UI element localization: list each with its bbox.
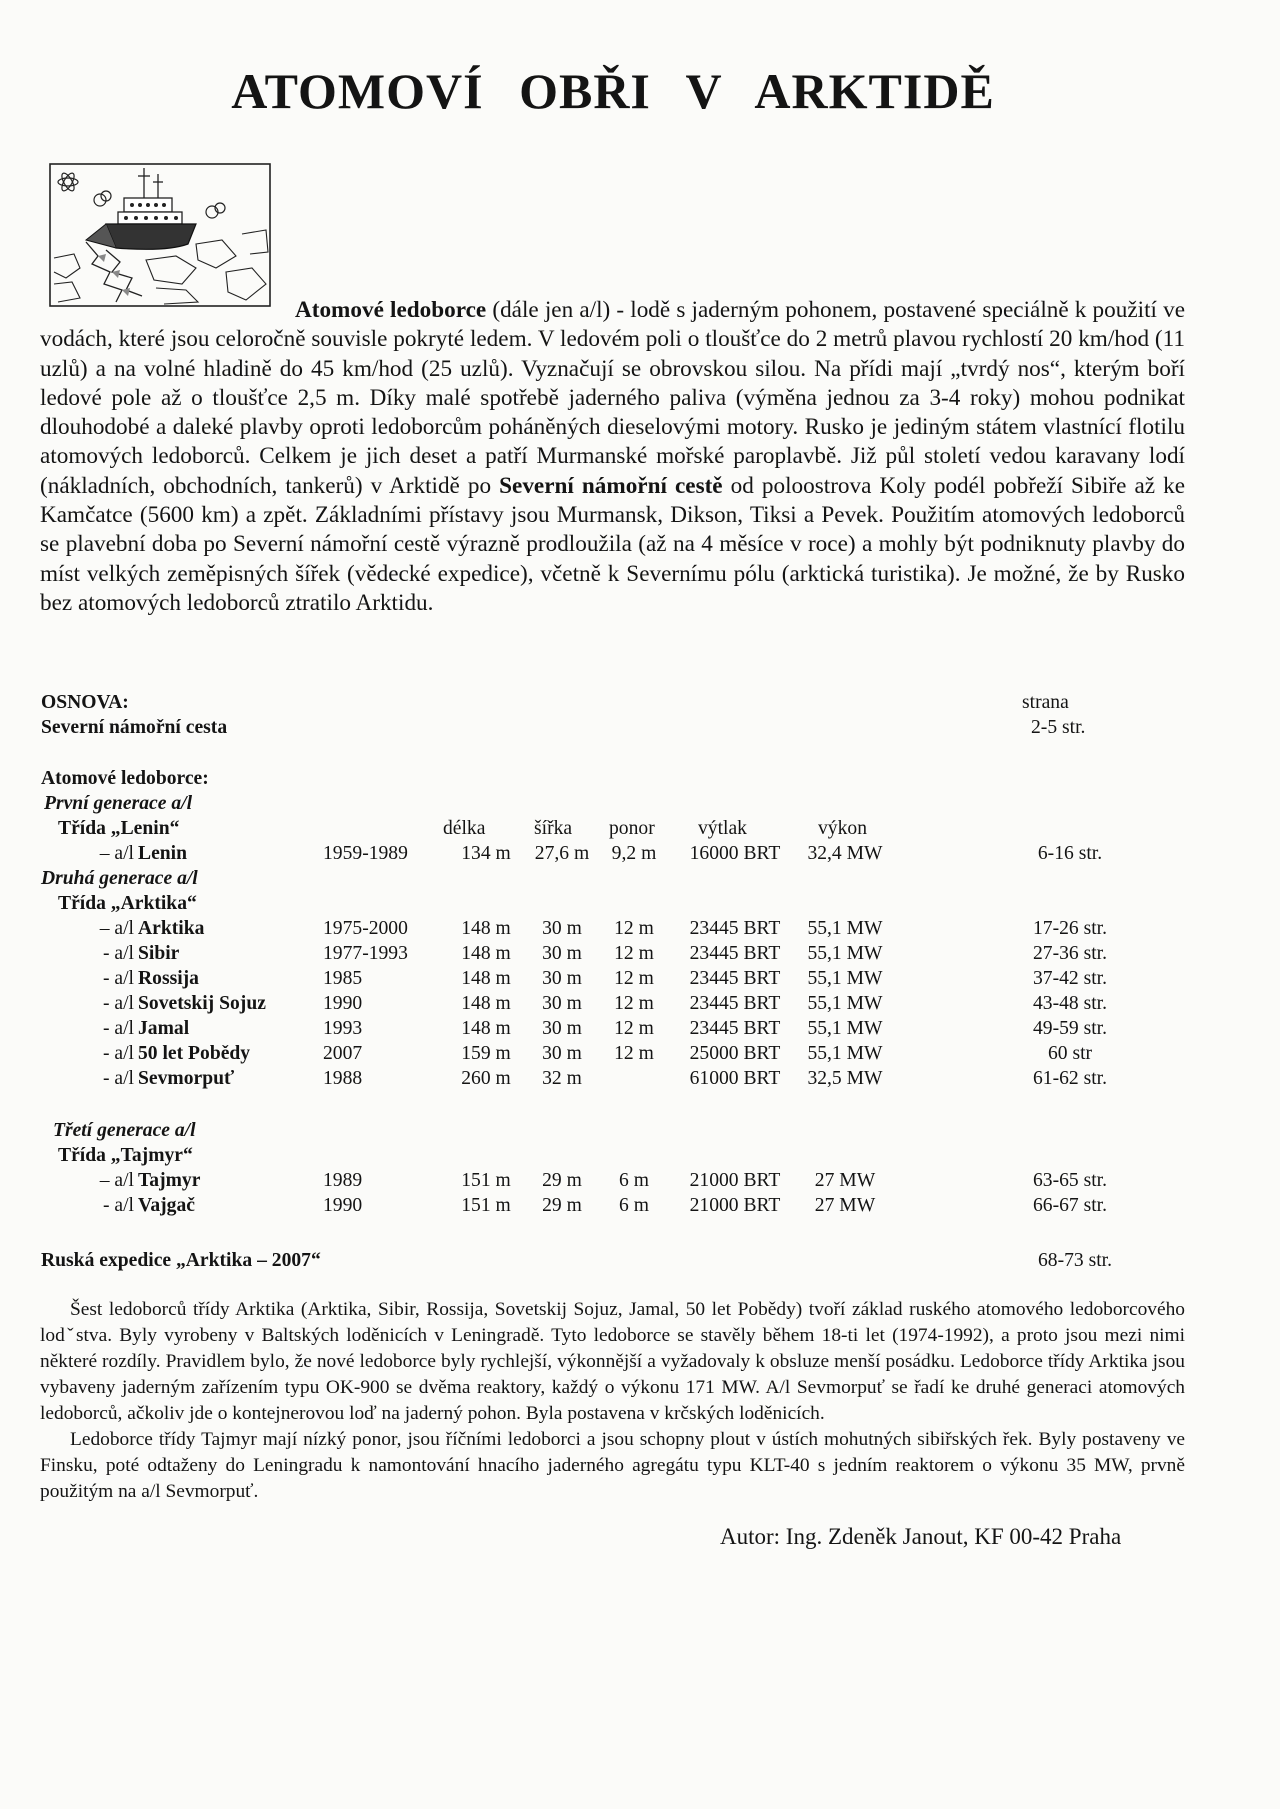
toc-generation-1: První generace a/l — [44, 793, 193, 814]
toc-class-lenin: Třída „Lenin“ — [58, 818, 180, 839]
ship-prefix-cell: – a/l — [99, 843, 134, 864]
body-paragraph-1: Šest ledoborců třídy Arktika (Arktika, Sibir, Rossija, Sovetskij Sojuz, Jamal, 50 let Pobědy) tvoří základ ruského atomového ledoborcového lodˇstva. Byly vyrobeny v Baltských loděnicích v Leningradě. Tyto ledoborce se stavěly během 18-ti let (1974-1992), a proto jsou mezi nimi některé rozdíly. Pravidlem bylo, že nové ledoborce byly rychlejší, výkonnější a vyžadovaly k obsluze menší posádku. Ledoborce třídy Arktika jsou vybaveny jaderným zařízením typu OK-900 se dvěma reaktory, každý o výkonu 171 MW. A/l Sevmorpuť se řadí ke druhé generaci atomových ledoborců, ačkoliv jde o kontejnerovou loď na jaderný pohon. Byla postavena v krčských loděnicích. — [40, 1299, 1185, 1424]
ship-years-cell: 1990 — [323, 993, 363, 1014]
ship-pages-cell: 6-16 str. — [1037, 843, 1103, 864]
ship-draft-cell: 12 m — [614, 918, 654, 939]
ship-row — [0, 941, 1280, 967]
ship-row — [0, 1193, 1280, 1219]
ship-row — [0, 916, 1280, 942]
ship-name-cell: Jamal — [138, 1018, 190, 1039]
ship-displacement-cell: 16000 BRT — [689, 843, 781, 864]
ship-length-cell: 148 m — [461, 993, 511, 1014]
ship-name-cell: Arktika — [138, 918, 205, 939]
ship-years-cell: 1959-1989 — [323, 843, 408, 864]
ship-length-cell: 148 m — [461, 1018, 511, 1039]
ship-displacement-cell: 23445 BRT — [689, 943, 781, 964]
ship-name-cell: 50 let Pobědy — [138, 1043, 251, 1064]
ship-length-cell: 151 m — [461, 1170, 511, 1191]
column-header-width: šířka — [534, 818, 573, 839]
ship-prefix-cell: - a/l — [102, 943, 134, 964]
ship-draft-cell: 12 m — [614, 1043, 654, 1064]
ship-power-cell: 27 MW — [814, 1195, 876, 1216]
ship-row — [0, 1016, 1280, 1042]
ship-width-cell: 30 m — [542, 993, 582, 1014]
body-paragraph-2: Ledoborce třídy Tajmyr mají nízký ponor, jsou říčními ledoborci a jsou schopny plout v ústích mohutných sibiřských řek. Byly postaveny ve Finsku, poté odtaženy do Leningradu k namontování hnacího jaderného agregátu typu KLT-40 s jedním reaktorem o výkonu 35 MW, prvně použitým na a/l Sevmorpuť. — [40, 1429, 1185, 1502]
body-text — [40, 1297, 1185, 1505]
ship-prefix-cell: - a/l — [102, 1195, 134, 1216]
ship-prefix-cell: – a/l — [99, 1170, 134, 1191]
toc-page-label: strana — [1022, 692, 1069, 713]
ship-power-cell: 32,5 MW — [807, 1068, 883, 1089]
ship-pages-cell: 66-67 str. — [1032, 1195, 1108, 1216]
ship-displacement-cell: 61000 BRT — [689, 1068, 781, 1089]
ship-prefix-cell: - a/l — [102, 968, 134, 989]
ship-width-cell: 29 m — [542, 1170, 582, 1191]
ship-length-cell: 159 m — [461, 1043, 511, 1064]
ship-width-cell: 30 m — [542, 943, 582, 964]
ship-length-cell: 148 m — [461, 918, 511, 939]
column-header-draft: ponor — [609, 818, 655, 839]
column-header-length: délka — [443, 818, 486, 839]
ship-length-cell: 148 m — [461, 968, 511, 989]
toc-section-heading: Atomové ledoborce: — [41, 768, 209, 789]
ship-length-cell: 260 m — [461, 1068, 511, 1089]
toc-route-entry: Severní námořní cesta — [41, 717, 228, 738]
ship-draft-cell: 6 m — [619, 1170, 649, 1191]
ship-name-cell: Sovetskij Sojuz — [138, 993, 266, 1014]
ship-pages-cell: 61-62 str. — [1032, 1068, 1108, 1089]
ship-row — [0, 1168, 1280, 1194]
ship-displacement-cell: 21000 BRT — [689, 1170, 781, 1191]
ship-name-cell: Sibir — [138, 943, 180, 964]
ship-power-cell: 32,4 MW — [807, 843, 883, 864]
ship-name-cell: Vajgač — [138, 1195, 195, 1216]
ship-pages-cell: 60 str — [1047, 1043, 1093, 1064]
intro-route-bold: Severní námořní cestě — [499, 472, 723, 499]
ship-years-cell: 1989 — [323, 1170, 363, 1191]
ship-draft-cell: 9,2 m — [611, 843, 657, 864]
ship-displacement-cell: 23445 BRT — [689, 968, 781, 989]
ship-draft-cell: 12 m — [614, 968, 654, 989]
author-credit: Autor: Ing. Zdeněk Janout, KF 00-42 Praha — [720, 1524, 1122, 1549]
ship-length-cell: 151 m — [461, 1195, 511, 1216]
ship-length-cell: 134 m — [461, 843, 511, 864]
ship-pages-cell: 49-59 str. — [1032, 1018, 1108, 1039]
ship-row — [0, 1041, 1280, 1067]
ship-displacement-cell: 23445 BRT — [689, 993, 781, 1014]
ship-width-cell: 30 m — [542, 1043, 582, 1064]
toc-generation-3: Třetí generace a/l — [53, 1120, 196, 1141]
ship-name-cell: Rossija — [138, 968, 199, 989]
toc-expedition-entry: Ruská expedice „Arktika – 2007“ — [41, 1250, 321, 1271]
ship-draft-cell: 12 m — [614, 1018, 654, 1039]
intro-text-2: od poloostrova Koly podél pobřeží Sibiře až ke Kamčatce (5600 km) a zpět. Základními přístavy jsou Murmansk, Dikson, Tiksi a Pevek. Použitím atomových ledoborců se plavební doba po Severní námořní cestě výrazně prodloužila (až na 4 měsíce v roce) a mohly být podniknuty plavby do míst velkých zeměpisných šířek (vědecké expedice), včetně k Severnímu pólu (arktická turistika). Je možné, že by Rusko bez atomových ledoborců ztratilo Arktidu. — [40, 472, 1185, 616]
ship-pages-cell: 17-26 str. — [1032, 918, 1108, 939]
page-title: ATOMOVÍ OBŘI V ARKTIDĚ — [231, 63, 995, 119]
ship-years-cell: 1975-2000 — [323, 918, 408, 939]
ship-name-cell: Lenin — [138, 843, 188, 864]
column-header-power: výkon — [818, 818, 867, 839]
ship-prefix-cell: - a/l — [102, 1043, 134, 1064]
ship-prefix-cell: - a/l — [102, 1068, 134, 1089]
toc-class-tajmyr: Třída „Tajmyr“ — [58, 1145, 193, 1166]
ship-power-cell: 55,1 MW — [807, 1043, 883, 1064]
ship-pages-cell: 27-36 str. — [1032, 943, 1108, 964]
toc-route-pages: 2-5 str. — [1031, 717, 1086, 738]
ship-name-cell: Sevmorpuť — [138, 1068, 235, 1089]
ship-power-cell: 55,1 MW — [807, 943, 883, 964]
ship-row — [0, 991, 1280, 1017]
ship-width-cell: 27,6 m — [534, 843, 590, 864]
toc-heading: OSNOVA: — [41, 692, 129, 713]
ship-row — [0, 966, 1280, 992]
toc-class-arktika: Třída „Arktika“ — [58, 893, 197, 914]
icebreaker-sketch-illustration — [46, 160, 274, 310]
ship-row — [0, 1066, 1280, 1092]
ship-width-cell: 30 m — [542, 968, 582, 989]
ship-displacement-cell: 25000 BRT — [689, 1043, 781, 1064]
intro-text-1: (dále jen a/l) - lodě s jaderným pohonem, postavené speciálně k použití ve vodách, které jsou celoročně souvisle pokryté ledem. V ledovém poli o tloušťce do 2 metrů plavou rychlostí 20 km/hod (11 uzlů) a na volné hladině do 45 km/hod (25 uzlů). Vyznačují se obrovskou silou. Na přídi mají „tvrdý nos“, kterým boří ledové pole až o tloušťce 2,5 m. Díky malé spotřebě jaderného paliva (výměna jednou za 3-4 roky) mohou podnikat dlouhodobé a daleké plavby oproti ledoborcům poháněných dieselovými motory. Rusko je jediným státem vlastnící flotilu atomových ledoborců. Celkem je jich deset a patří Murmanské mořské paroplavbě. Již půl století vedou karavany lodí (nákladních, obchodních, tankerů) v Arktidě po — [40, 297, 1185, 499]
ship-draft-cell: 12 m — [614, 943, 654, 964]
column-header-displacement: výtlak — [698, 818, 747, 839]
ship-years-cell: 1990 — [323, 1195, 363, 1216]
ship-years-cell: 1977-1993 — [323, 943, 408, 964]
ship-years-cell: 1988 — [323, 1068, 363, 1089]
ship-years-cell: 1985 — [323, 968, 363, 989]
toc-generation-2: Druhá generace a/l — [41, 868, 198, 889]
ship-prefix-cell: – a/l — [99, 918, 134, 939]
ship-displacement-cell: 21000 BRT — [689, 1195, 781, 1216]
ship-pages-cell: 43-48 str. — [1032, 993, 1108, 1014]
intro-paragraph — [40, 296, 1185, 618]
ship-width-cell: 30 m — [542, 1018, 582, 1039]
ship-draft-cell: 12 m — [614, 993, 654, 1014]
ship-power-cell: 55,1 MW — [807, 968, 883, 989]
ship-width-cell: 32 m — [542, 1068, 582, 1089]
ship-pages-cell: 37-42 str. — [1032, 968, 1108, 989]
toc-expedition-pages: 68-73 str. — [1038, 1250, 1113, 1271]
ship-prefix-cell: - a/l — [102, 1018, 134, 1039]
intro-lead-bold: Atomové ledoborce — [295, 297, 487, 323]
ship-years-cell: 2007 — [323, 1043, 363, 1064]
ship-power-cell: 27 MW — [814, 1170, 876, 1191]
ship-pages-cell: 63-65 str. — [1032, 1170, 1108, 1191]
ship-draft-cell: 6 m — [619, 1195, 649, 1216]
ship-displacement-cell: 23445 BRT — [689, 918, 781, 939]
ship-width-cell: 30 m — [542, 918, 582, 939]
ship-power-cell: 55,1 MW — [807, 918, 883, 939]
ship-power-cell: 55,1 MW — [807, 993, 883, 1014]
ship-row — [0, 841, 1280, 867]
ship-prefix-cell: - a/l — [102, 993, 134, 1014]
ship-length-cell: 148 m — [461, 943, 511, 964]
ship-width-cell: 29 m — [542, 1195, 582, 1216]
ship-name-cell: Tajmyr — [138, 1170, 201, 1191]
ship-years-cell: 1993 — [323, 1018, 363, 1039]
ship-power-cell: 55,1 MW — [807, 1018, 883, 1039]
ship-displacement-cell: 23445 BRT — [689, 1018, 781, 1039]
